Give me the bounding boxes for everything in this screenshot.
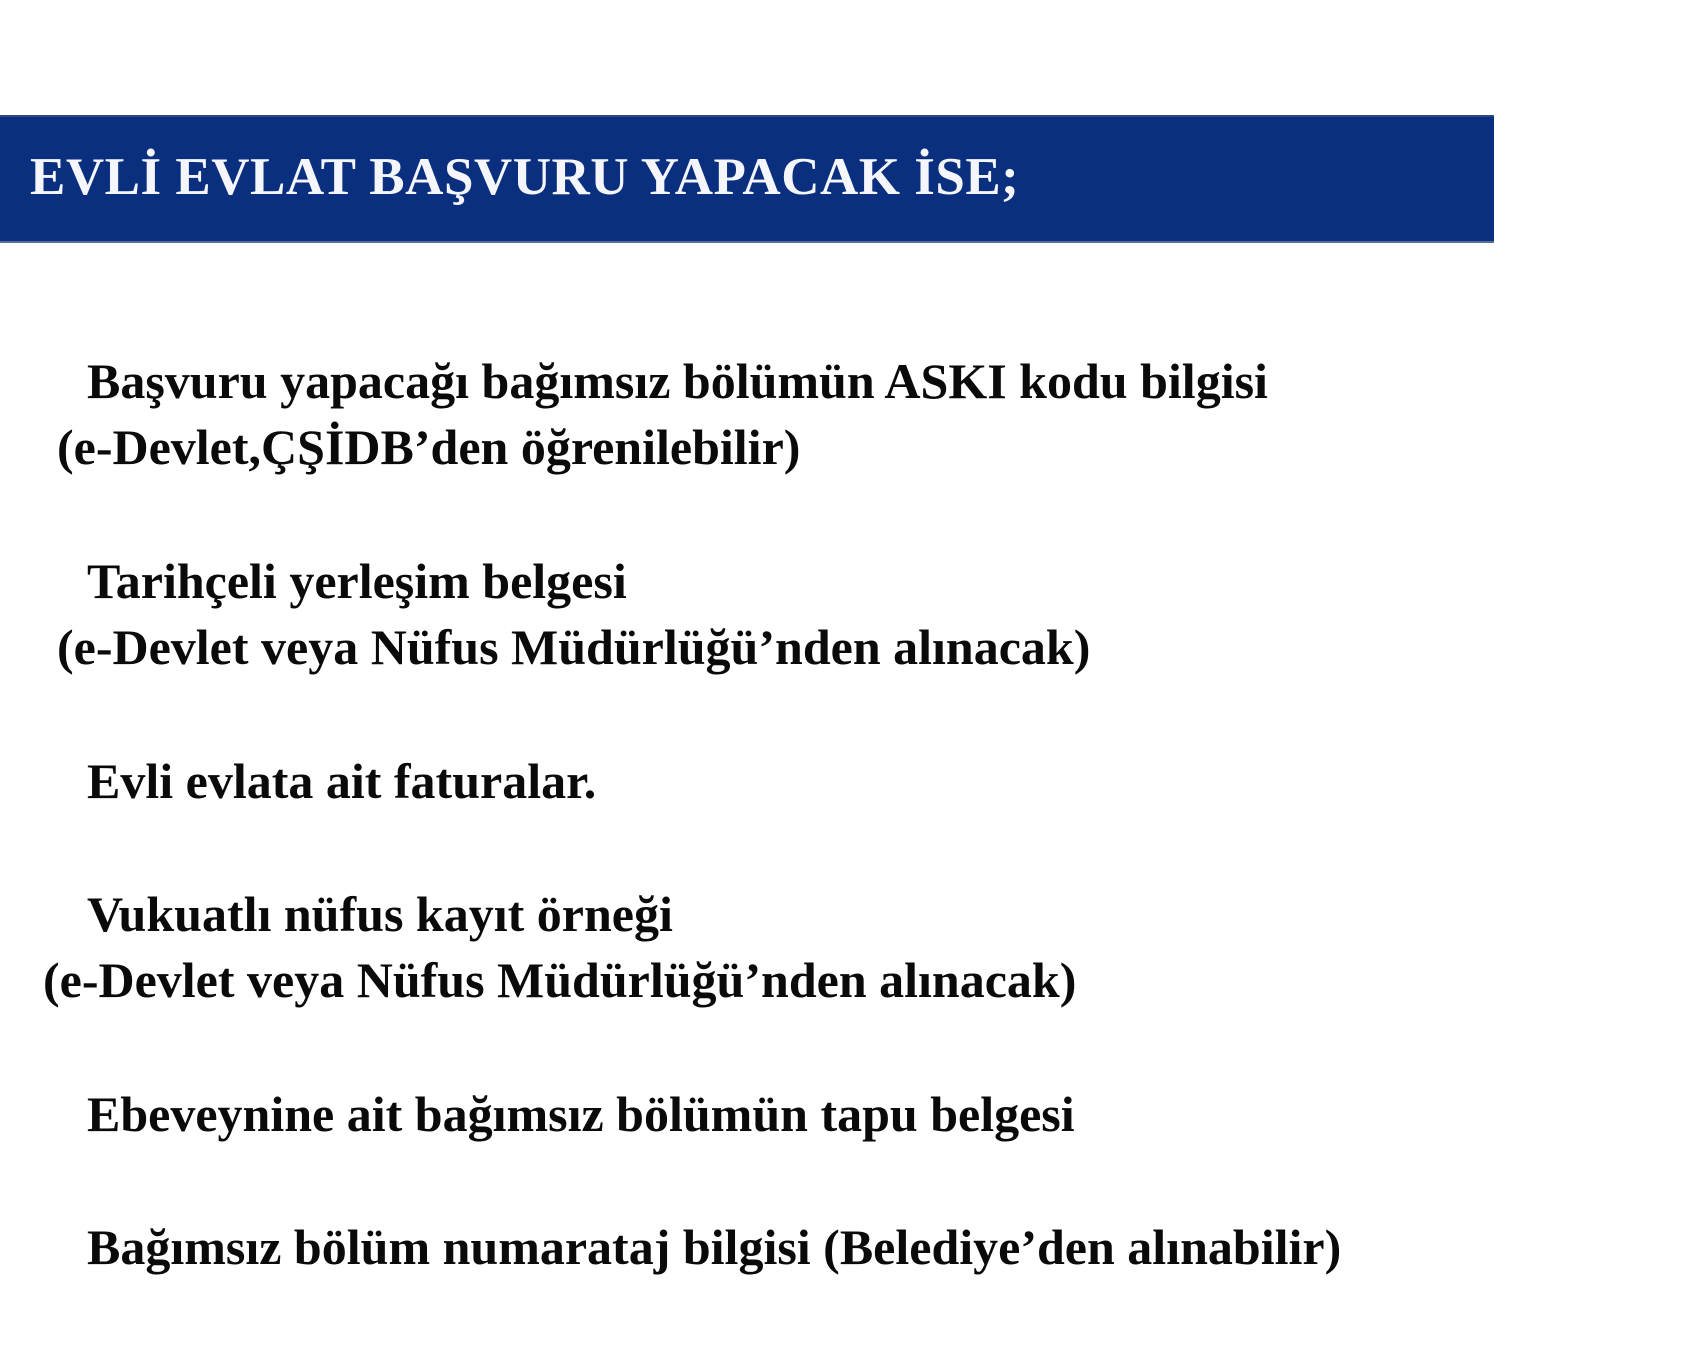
requirement-main-text: Bağımsız bölüm numarataj bilgisi (Belediye’den alınabilir): [87, 1219, 1342, 1275]
requirement-main-text: Vukuatlı nüfus kayıt örneği: [87, 886, 673, 942]
requirement-item-residence-history: [57, 548, 1090, 680]
requirement-main-text: Evli evlata ait faturalar.: [87, 753, 597, 809]
requirement-source-note: (e-Devlet veya Nüfus Müdürlüğü’nden alınacak): [43, 952, 1077, 1008]
title-banner: [0, 115, 1494, 243]
requirement-source-note: (e-Devlet veya Nüfus Müdürlüğü’nden alınacak): [57, 619, 1091, 675]
requirement-main-text: Başvuru yapacağı bağımsız bölümün ASKI kodu bilgisi: [87, 353, 1268, 409]
requirement-item-invoices: [57, 748, 596, 814]
slide-title: EVLİ EVLAT BAŞVURU YAPACAK İSE;: [30, 148, 1020, 206]
requirement-item-title-deed: [57, 1081, 1075, 1147]
requirement-item-address-number: [57, 1214, 1341, 1280]
requirement-item-aski-code: [57, 348, 1268, 480]
requirement-main-text: Ebeveynine ait bağımsız bölümün tapu belgesi: [87, 1086, 1075, 1142]
requirement-main-text: Tarihçeli yerleşim belgesi: [87, 553, 627, 609]
requirement-item-population-register: [43, 881, 1076, 1013]
requirement-source-note: (e-Devlet,ÇŞİDB’den öğrenilebilir): [57, 419, 801, 475]
